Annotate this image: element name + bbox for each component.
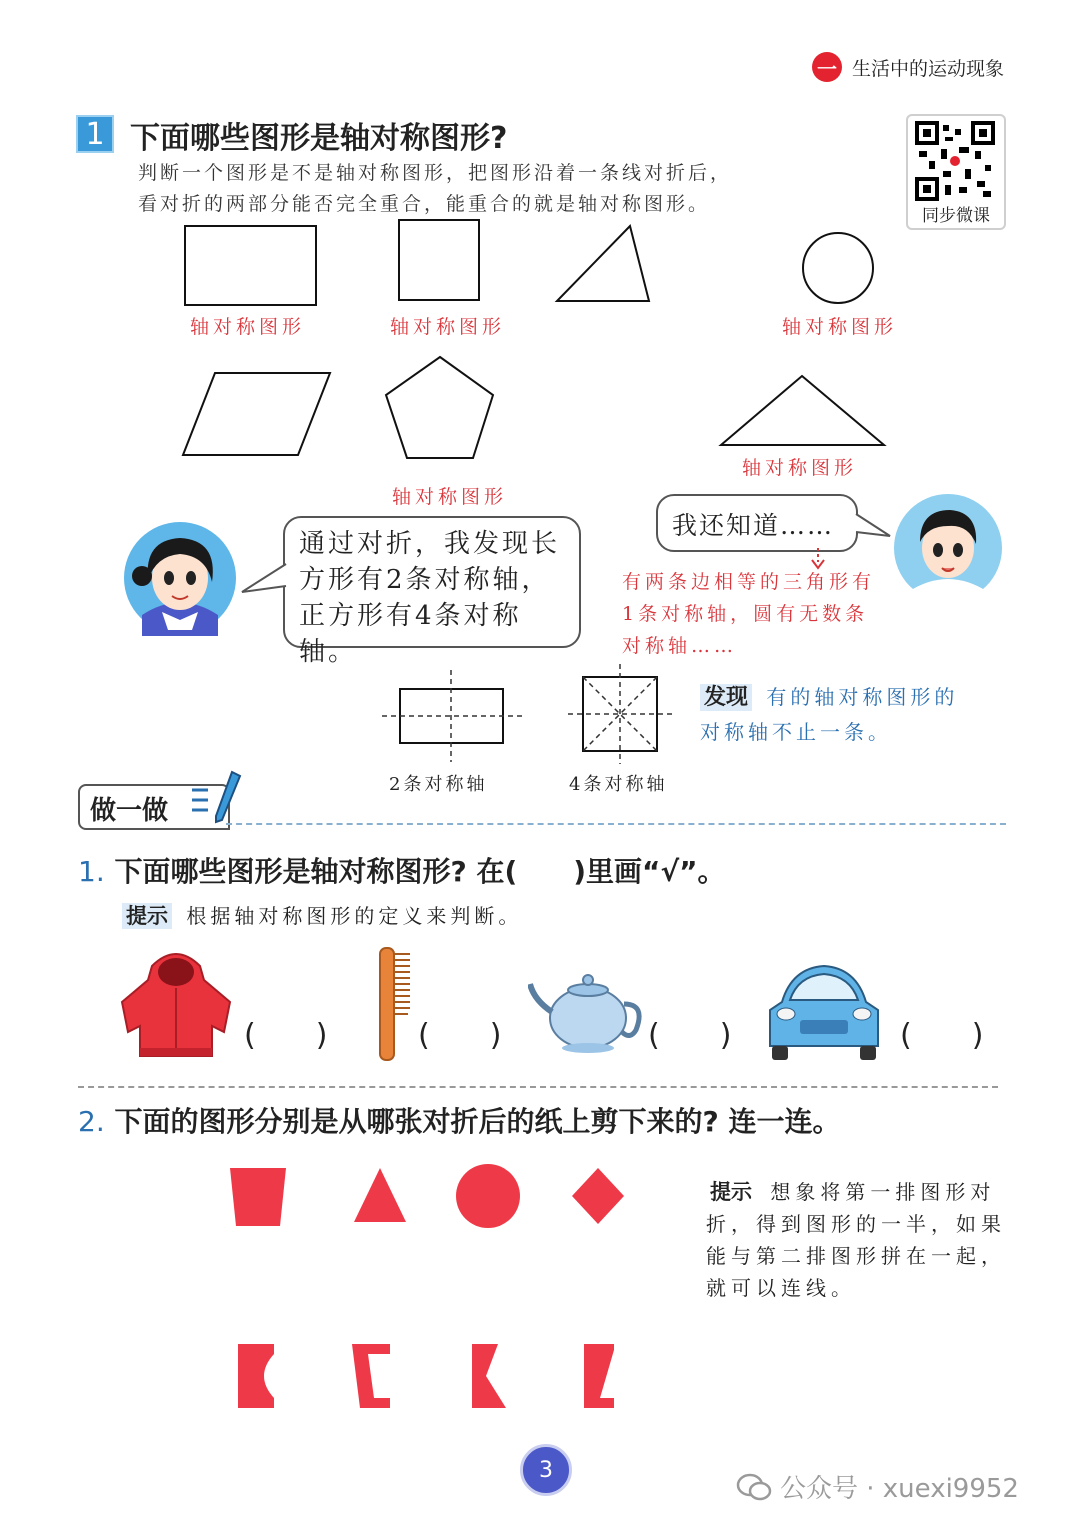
q1-title <box>78 850 726 890</box>
q2-text: 下面的图形分别是从哪张对折后的纸上剪下来的? 连一连。 <box>114 1105 841 1138</box>
discovery-tag: 发现 <box>700 684 752 711</box>
boy-note-line-2: 1条对称轴，圆有无数条 <box>622 603 869 625</box>
watermark <box>736 1468 1019 1505</box>
cutout-shapes-row1 <box>220 1160 640 1240</box>
q1-answer-comb[interactable]: ( ) <box>418 1018 502 1053</box>
pen-icon <box>188 768 244 826</box>
isosceles-triangle-shape <box>721 376 884 445</box>
q2-hint-line-2: 折，得到图形的一半，如果 <box>706 1212 1006 1236</box>
q1-answer-teapot[interactable]: ( ) <box>648 1018 732 1053</box>
boy-bubble-tail <box>854 510 894 546</box>
half-circle-cut <box>238 1344 274 1408</box>
q2-title <box>78 1100 840 1140</box>
girl-bubble-line-3: 正方形有4条对称轴。 <box>299 601 522 667</box>
intro-line-2: 看对折的两部分能否完全重合，能重合的就是轴对称图形。 <box>138 193 711 215</box>
square-shape <box>399 220 479 300</box>
cutout-diamond <box>572 1168 624 1224</box>
wechat-icon <box>736 1472 772 1502</box>
qr-label: 同步微课 <box>922 206 990 226</box>
label-rectangle: 轴对称图形 <box>190 316 306 338</box>
banner-divider <box>226 823 1006 825</box>
q2-hint-line-1: 想象将第一排图形对 <box>770 1180 996 1204</box>
boy-note-line-3: 对称轴…… <box>622 635 738 657</box>
cutout-shapes-row2 <box>228 1336 628 1416</box>
q-divider <box>78 1086 998 1088</box>
section-number: 1 <box>76 115 114 153</box>
q1-answer-car[interactable]: ( ) <box>900 1018 984 1053</box>
discovery-line-1: 有的轴对称图形的 <box>766 685 959 709</box>
girl-speech-bubble <box>283 516 581 667</box>
girl-bubble-line-2: 方形有2条对称轴， <box>299 565 551 595</box>
parallelogram-shape <box>183 373 330 455</box>
intro-line-1: 判断一个图形是不是轴对称图形，把图形沿着一条线对折后， <box>138 162 733 184</box>
scalene-triangle-shape <box>557 226 649 301</box>
girl-bubble-tail <box>240 560 288 600</box>
q1-text: 下面哪些图形是轴对称图形? 在( )里画“√”。 <box>114 855 726 888</box>
girl-bubble-line-1: 通过对折，我发现长 <box>299 529 561 559</box>
q1-number: 1. <box>78 855 105 888</box>
page-number: 3 <box>520 1444 572 1496</box>
label-circle: 轴对称图形 <box>782 316 898 338</box>
practice-banner-text: 做一做 <box>90 796 169 826</box>
shapes-canvas <box>0 0 1080 520</box>
axis-label-rect: 2条对称轴 <box>389 774 488 795</box>
pentagon-shape <box>386 357 493 458</box>
q1-hint-text: 根据轴对称图形的定义来判断。 <box>186 904 523 928</box>
comb-image <box>374 944 414 1064</box>
q2-hint-line-4: 就可以连线。 <box>706 1276 856 1300</box>
boy-note <box>622 566 875 662</box>
cutout-circle <box>456 1164 520 1228</box>
label-isosceles-triangle: 轴对称图形 <box>742 457 858 479</box>
section-title: 下面哪些图形是轴对称图形? <box>130 121 508 156</box>
boy-speech-bubble <box>656 494 858 552</box>
axis-diagrams <box>370 664 680 764</box>
half-diamond-cut <box>584 1344 614 1408</box>
discovery-box <box>700 680 958 711</box>
watermark-text: 公众号 · xuexi9952 <box>780 1474 1019 1504</box>
label-pentagon: 轴对称图形 <box>392 486 508 508</box>
cutout-triangle <box>354 1168 406 1222</box>
girl-avatar <box>122 520 238 636</box>
label-square: 轴对称图形 <box>390 316 506 338</box>
q2-number: 2. <box>78 1105 105 1138</box>
chapter-number: 一 <box>812 52 842 82</box>
discovery-line-2: 对称轴不止一条。 <box>700 720 892 744</box>
boy-note-line-1: 有两条边相等的三角形有 <box>622 571 876 593</box>
boy-avatar <box>892 492 1004 604</box>
circle-shape <box>803 233 873 303</box>
q1-answer-hoodie[interactable]: ( ) <box>244 1018 328 1053</box>
q2-hint <box>706 1176 1006 1304</box>
half-trapezoid-cut <box>352 1344 390 1408</box>
hoodie-image <box>112 944 240 1060</box>
chapter-title: 生活中的运动现象 <box>851 57 1004 80</box>
teapot-image <box>528 966 648 1056</box>
half-triangle-cut <box>472 1344 506 1408</box>
q2-hint-tag: 提示 <box>710 1180 752 1204</box>
car-image <box>764 962 884 1062</box>
cutout-trapezoid <box>230 1168 286 1226</box>
axis-label-square: 4条对称轴 <box>569 774 668 795</box>
boy-bubble-text: 我还知道…… <box>672 511 835 540</box>
q1-hint-tag: 提示 <box>122 903 172 929</box>
q2-hint-line-3: 能与第二排图形拼在一起， <box>706 1244 1006 1268</box>
q1-hint <box>122 900 522 930</box>
rectangle-shape <box>185 226 316 305</box>
